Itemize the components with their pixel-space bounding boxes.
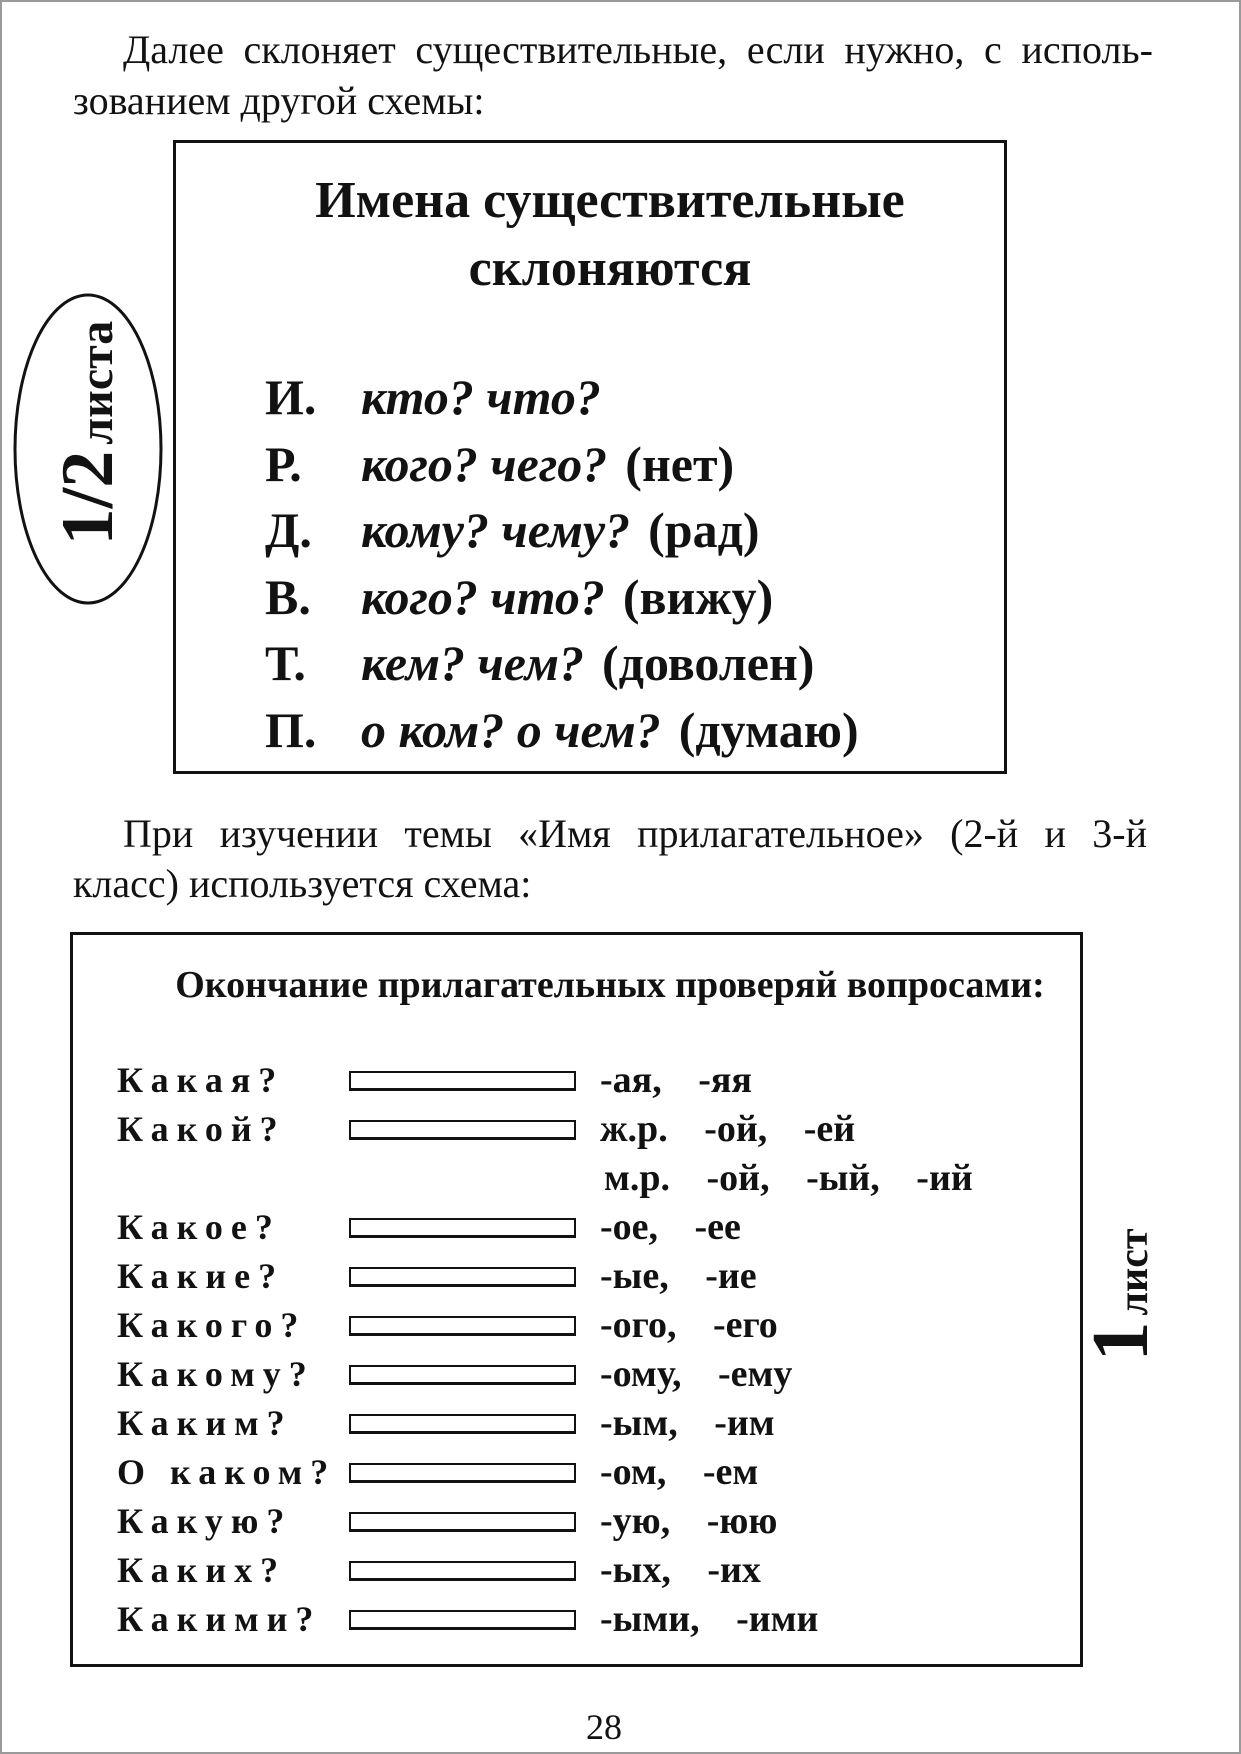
answer-blank-box xyxy=(349,1610,576,1630)
case-row xyxy=(265,697,859,764)
adjective-endings: -ых, -их xyxy=(600,1549,761,1591)
case-abbreviation: И. xyxy=(265,369,317,425)
adjective-row-list xyxy=(117,1056,973,1644)
adjective-row xyxy=(117,1252,973,1301)
half-sheet-label xyxy=(47,321,129,546)
page-number: 28 xyxy=(586,1707,622,1747)
noun-title-line-1: Имена существительные xyxy=(315,172,905,229)
one-sheet-label xyxy=(1077,1228,1165,1361)
adjective-endings: -ом, -ем xyxy=(600,1451,759,1493)
adjective-question: Какими? xyxy=(117,1599,322,1639)
case-example: (нет) xyxy=(625,435,735,492)
adjective-endings: -ыми, -ими xyxy=(600,1598,819,1640)
case-example: (доволен) xyxy=(602,635,815,692)
adjective-endings: м.р. -ой, -ый, -ий xyxy=(604,1157,973,1199)
adjective-row xyxy=(117,1546,973,1595)
answer-blank-box xyxy=(349,1316,576,1336)
adjective-question: Какие? xyxy=(117,1256,285,1296)
case-row xyxy=(265,564,859,631)
answer-blank-box xyxy=(349,1120,576,1140)
adjective-endings: ж.р. -ой, -ей xyxy=(600,1108,856,1150)
adjective-question: Какое? xyxy=(117,1207,281,1247)
adjective-endings: -ому, -ему xyxy=(600,1353,793,1395)
adjective-table-title: Окончание прилагательных проверяй вопросами: xyxy=(175,964,1045,1006)
adjective-intro-line-1: При изучении темы «Имя прилагательное» (2-й и 3-й xyxy=(123,811,1147,856)
intro-line-1: Далее склоняет существительные, если нужно, с исполь- xyxy=(123,27,1153,72)
case-questions: кого? чего? xyxy=(361,435,608,492)
case-row xyxy=(265,364,859,431)
adjective-question: Каким? xyxy=(117,1403,293,1443)
adjective-endings: -ым, -им xyxy=(600,1402,775,1444)
case-abbreviation: Р. xyxy=(265,435,302,492)
adjective-question: Какому? xyxy=(117,1354,315,1394)
adjective-intro-line-2: класс) используется схема: xyxy=(73,861,532,906)
case-questions: кого? что? xyxy=(361,568,605,625)
answer-blank-box xyxy=(349,1071,576,1091)
adjective-endings: -ого, -его xyxy=(600,1304,778,1346)
case-abbreviation: Д. xyxy=(265,502,312,559)
adjective-endings: -ая, -яя xyxy=(600,1059,752,1101)
case-abbreviation: Т. xyxy=(265,635,306,692)
half-sheet-oval xyxy=(8,288,168,610)
adjective-endings: -ое, -ее xyxy=(600,1206,741,1248)
case-questions: кто? что? xyxy=(361,369,601,425)
case-list xyxy=(265,364,859,764)
noun-table-title xyxy=(213,167,1007,303)
one-sheet-mark xyxy=(1077,1210,1170,1390)
case-example: (рад) xyxy=(648,502,760,559)
answer-blank-box xyxy=(349,1267,576,1287)
answer-blank-box xyxy=(349,1218,576,1238)
case-row xyxy=(265,497,859,564)
answer-blank-box xyxy=(349,1414,576,1434)
case-abbreviation: П. xyxy=(265,701,317,758)
case-example: (думаю) xyxy=(678,701,859,758)
adjective-question: Какую? xyxy=(117,1501,293,1541)
adjective-question: О каком? xyxy=(117,1452,337,1492)
adjective-question: Каких? xyxy=(117,1550,287,1590)
adjective-endings: -ые, -ие xyxy=(600,1255,757,1297)
adjective-question: Какая? xyxy=(117,1060,285,1100)
case-questions: кем? чем? xyxy=(361,635,584,692)
adjective-question: Какой? xyxy=(117,1109,286,1149)
intro-line-2: зованием другой схемы: xyxy=(73,78,485,123)
adjective-row xyxy=(117,1056,973,1105)
adjective-row xyxy=(117,1595,973,1644)
answer-blank-box xyxy=(349,1561,576,1581)
half-sheet-fraction: 1/2 xyxy=(47,450,129,546)
half-sheet-unit: листа xyxy=(70,320,123,445)
answer-blank-box xyxy=(349,1463,576,1483)
one-sheet-unit: лист xyxy=(1111,1228,1157,1316)
adjective-row xyxy=(117,1154,973,1203)
adjective-question: Какого? xyxy=(117,1305,307,1345)
case-questions: кому? чему? xyxy=(361,502,631,559)
adjective-endings: -ую, -юю xyxy=(600,1500,778,1542)
answer-blank-box xyxy=(349,1365,576,1385)
adjective-row xyxy=(117,1448,973,1497)
answer-blank-box xyxy=(349,1512,576,1532)
adjective-row xyxy=(117,1203,973,1252)
case-abbreviation: В. xyxy=(265,568,311,625)
adjective-row xyxy=(117,1350,973,1399)
case-row xyxy=(265,431,859,498)
one-sheet-number: 1 xyxy=(1077,1321,1165,1362)
case-questions: о ком? о чем? xyxy=(361,701,661,758)
noun-title-line-2: склоняются xyxy=(468,240,752,297)
adjective-row xyxy=(117,1301,973,1350)
case-example: (вижу) xyxy=(622,568,774,625)
adjective-row xyxy=(117,1105,973,1154)
adjective-row xyxy=(117,1497,973,1546)
case-row xyxy=(265,630,859,697)
adjective-row xyxy=(117,1399,973,1448)
